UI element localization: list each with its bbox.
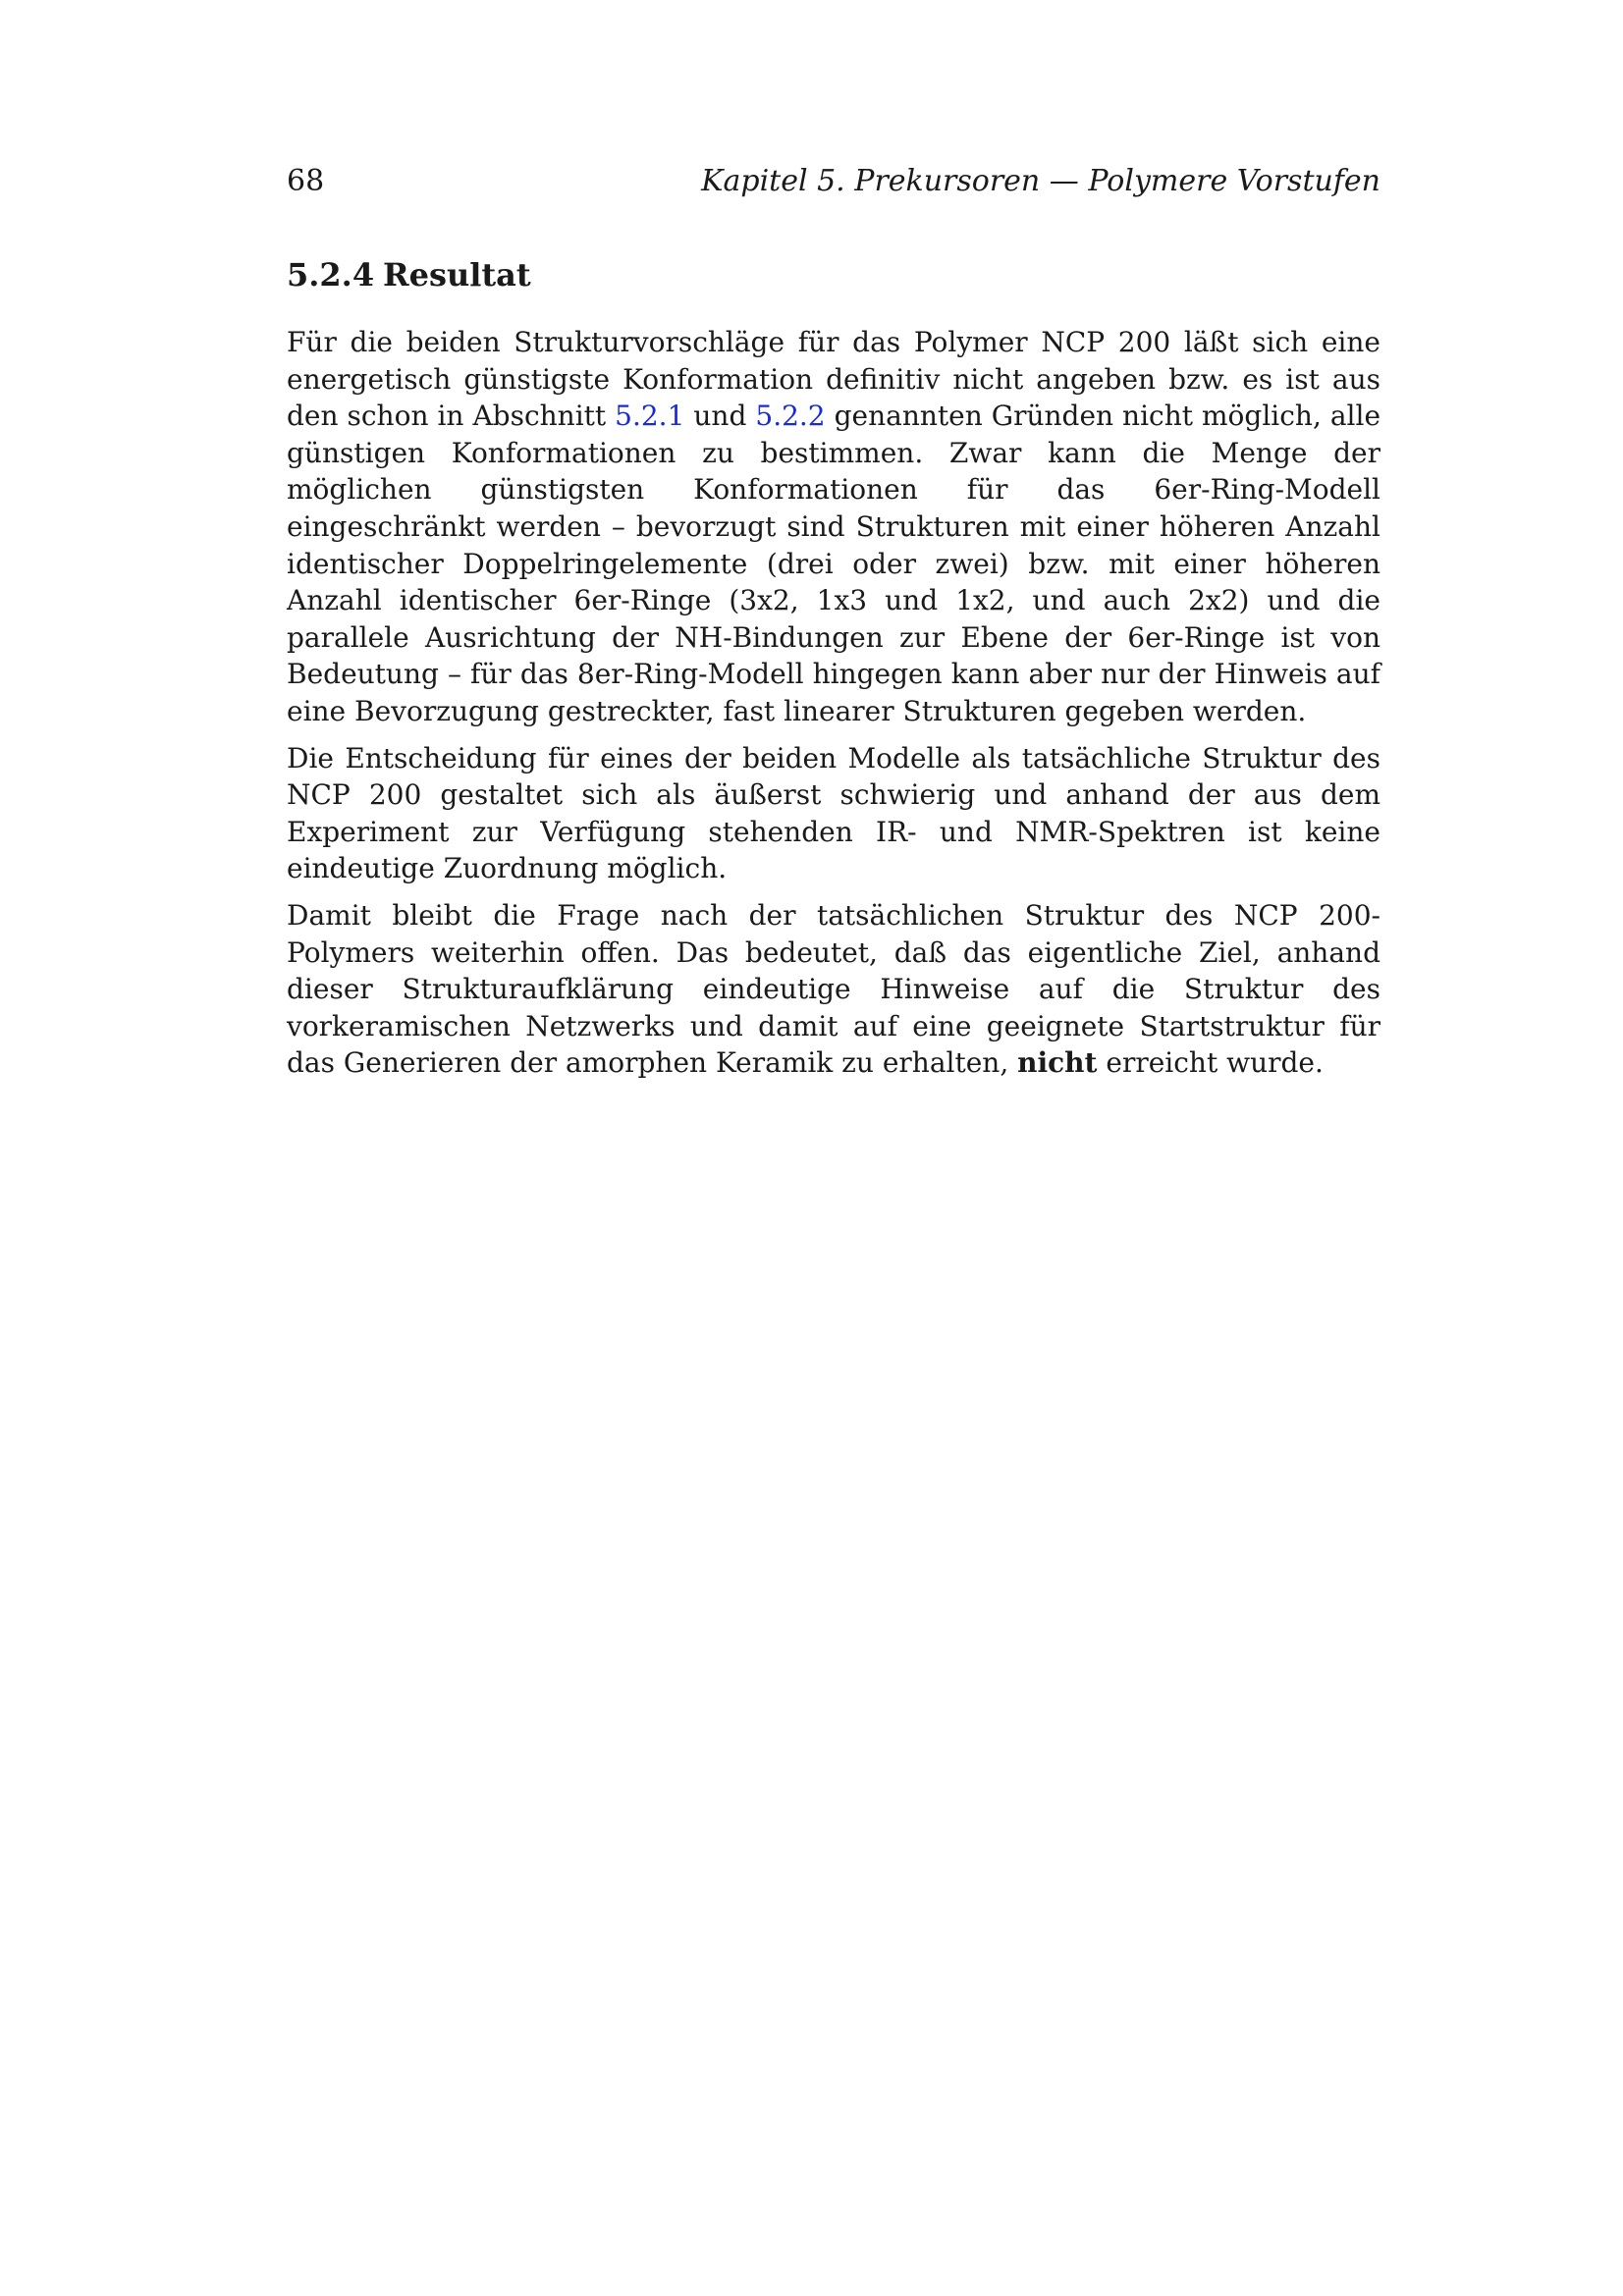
section-heading [287,253,531,296]
page-number: 68 [287,164,325,198]
paragraph-1-text-a: Für die beiden Strukturvorschläge für das Polymer NCP 200 läßt sich eine energetisch günstigste Konformation definitiv nicht angeben bzw. es ist aus den schon in Abschnitt [287,326,1380,433]
paragraph-3-text-a: Damit bleibt die Frage nach der tatsächlichen Struktur des NCP 200-Polymers weiterhin offen. Das bedeutet, daß das eigentliche Ziel, anhand dieser Strukturaufklärung eindeutige Hinweise auf die Struktur des vorkeramischen Netzwerks und damit auf eine geeignete Startstruktur für das Generieren der amorphen Keramik zu erhalten, [287,898,1380,1080]
section-number: 5.2.4 [287,256,375,294]
paragraph-2: Die Entscheidung für eines der beiden Modelle als tatsächliche Struktur des NCP 200 gestaltet sich als äußerst schwierig und anhand der aus dem Experiment zur Verfügung stehenden IR- und NMR-Spektren ist keine eindeutige Zuordnung möglich. [287,741,1380,885]
paragraph-1-text-c: genannten Gründen nicht möglich, alle günstigen Konformationen zu bestimmen. Zwar kann die Menge der möglichen günstigsten Konformationen für das 6er-Ring-Modell eingeschränkt werden – bevorzugt sind Strukturen mit einer höheren Anzahl identischer Doppelringelemente (drei oder zwei) bzw. mit einer höheren Anzahl identischer 6er-Ringe (3x2, 1x3 und 1x2, und auch 2x2) und die parallele Ausrichtung der NH-Bindungen zur Ebene der 6er-Ringe ist von Bedeutung – für das 8er-Ring-Modell hingegen kann aber nur der Hinweis auf eine Bevorzugung gestreckter, fast linearer Strukturen gegeben werden. [287,400,1381,727]
paragraph-3-text-b: erreicht wurde. [1097,1046,1324,1080]
emphasis-nicht: nicht [1017,1046,1098,1080]
chapter-title: Kapitel 5. Prekursoren — Polymere Vorstufen [701,164,1380,198]
section-title: Resultat [383,256,531,294]
section-ref-link-5-2-1[interactable]: 5.2.1 [615,400,685,433]
section-body [287,324,1380,1092]
paragraph-1 [287,324,1380,730]
section-ref-link-5-2-2[interactable]: 5.2.2 [755,400,826,433]
paragraph-1-text-b: und [684,400,756,433]
paragraph-3 [287,897,1380,1082]
running-header [287,161,1380,202]
